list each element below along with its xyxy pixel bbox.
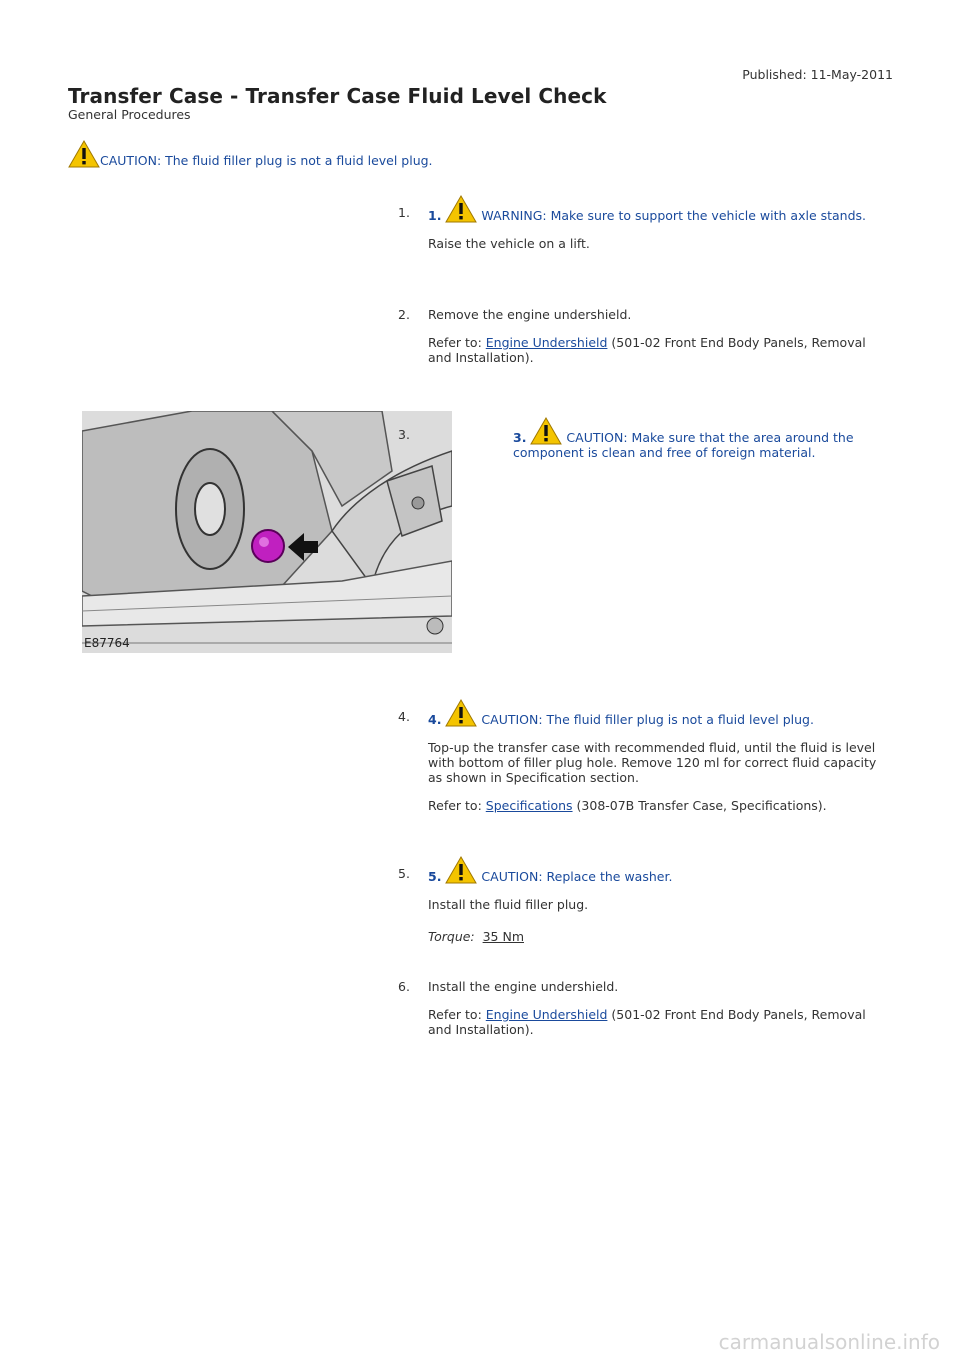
- figure-label: E87764: [84, 636, 130, 650]
- watermark: carmanualsonline.info: [718, 1330, 940, 1354]
- refer-prefix: Refer to:: [428, 1007, 482, 1022]
- step-bold-number: 5.: [428, 869, 442, 884]
- torque-line: [428, 929, 878, 944]
- step-text: Install the engine undershield.: [428, 979, 619, 994]
- refer-suffix: (501-02 Front End Body Panels, Removal and Installation).: [428, 335, 866, 365]
- step-number: 2.: [398, 307, 410, 322]
- refer-suffix: (308-07B Transfer Case, Specifications).: [576, 798, 827, 813]
- torque-value: 35 Nm: [482, 929, 524, 944]
- step-number: 5.: [398, 866, 410, 881]
- step-bold-number: 1.: [428, 208, 442, 223]
- caution-text: CAUTION: The fluid filler plug is not a fluid level plug.: [100, 153, 433, 168]
- step-number: 4.: [398, 709, 410, 724]
- refer-suffix: (501-02 Front End Body Panels, Removal and Installation).: [428, 1007, 866, 1037]
- step-text: Raise the vehicle on a lift.: [428, 236, 590, 251]
- warning-icon: [445, 856, 477, 884]
- published-date: Published: 11-May-2011: [742, 67, 893, 82]
- warning-icon: [530, 417, 562, 445]
- warning-text: WARNING: Make sure to support the vehicle with axle stands.: [481, 208, 867, 223]
- page-title: Transfer Case - Transfer Case Fluid Level Check: [68, 84, 607, 108]
- caution-text: CAUTION: The fluid filler plug is not a fluid level plug.: [481, 712, 814, 727]
- step-text: Install the fluid filler plug.: [428, 897, 589, 912]
- torque-label: Torque:: [428, 929, 475, 944]
- caution-text: CAUTION: Make sure that the area around the component is clean and free of foreign material.: [513, 430, 854, 460]
- refer-line: [428, 798, 878, 813]
- step-number: 6.: [398, 979, 410, 994]
- step-text: Top-up the transfer case with recommended fluid, until the fluid is level with bottom of filler plug hole. Remove 120 ml for correct fluid capacity as shown in Specification section.: [428, 740, 877, 785]
- step-bold-number: 4.: [428, 712, 442, 727]
- link-engine-undershield[interactable]: Engine Undershield: [485, 1007, 608, 1022]
- figure-transfer-case: [82, 411, 452, 653]
- warning-icon: [68, 140, 100, 168]
- caution-text: CAUTION: Replace the washer.: [481, 869, 673, 884]
- refer-line: [428, 1007, 878, 1037]
- step-text: Remove the engine undershield.: [428, 307, 632, 322]
- page-subtitle: General Procedures: [68, 107, 191, 122]
- step-number: 1.: [398, 205, 410, 220]
- warning-icon: [445, 195, 477, 223]
- transfer-case-illustration: [82, 411, 452, 653]
- warning-icon: [445, 699, 477, 727]
- refer-prefix: Refer to:: [428, 335, 482, 350]
- step-bold-number: 3.: [513, 430, 527, 445]
- link-specifications[interactable]: Specifications: [485, 798, 573, 813]
- step-number: 3.: [398, 427, 410, 442]
- link-engine-undershield[interactable]: Engine Undershield: [485, 335, 608, 350]
- refer-line: [428, 335, 878, 365]
- refer-prefix: Refer to:: [428, 798, 482, 813]
- top-caution: [68, 140, 433, 168]
